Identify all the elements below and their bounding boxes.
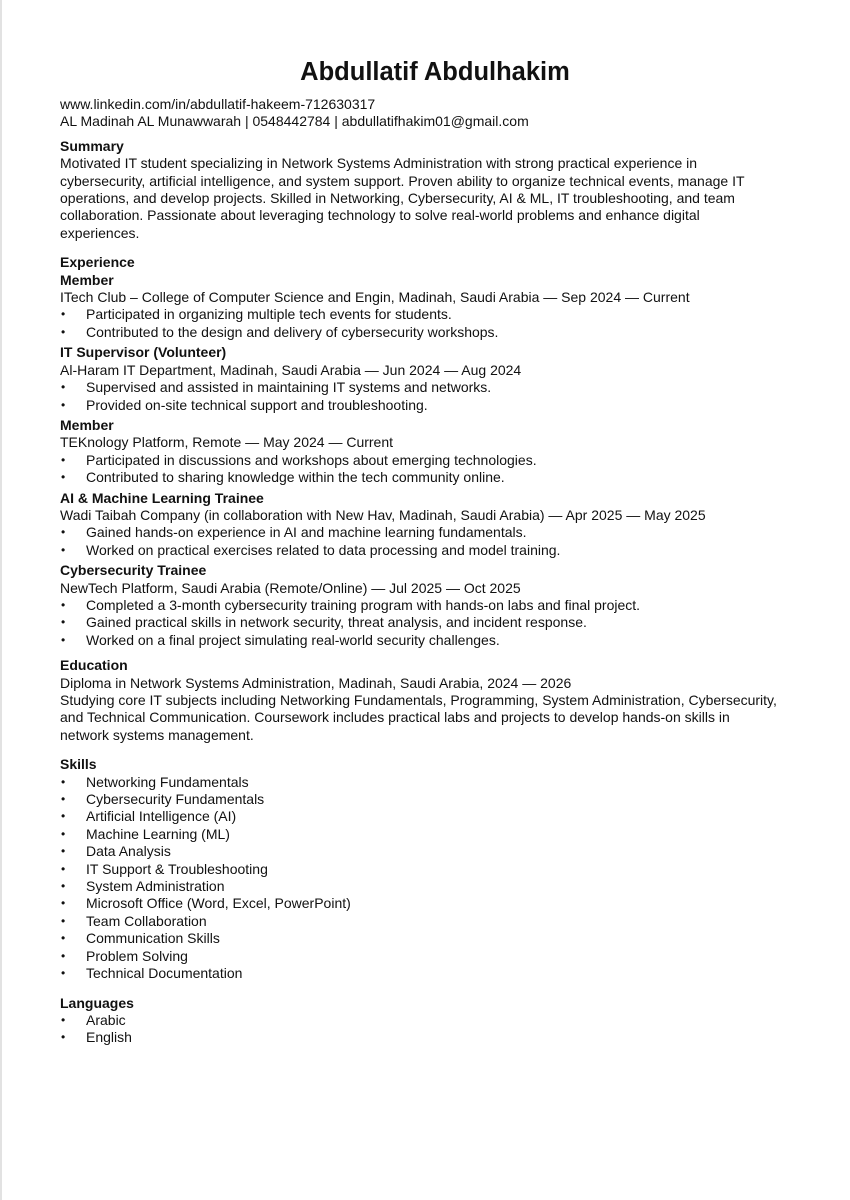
education-heading: Education <box>60 657 128 674</box>
education-degree: Diploma in Network Systems Administration, Madinah, Saudi Arabia, 2024 — 2026 <box>60 674 572 691</box>
summary-line: experiences. <box>60 224 140 241</box>
languages-section <box>60 995 810 1047</box>
languages-heading: Languages <box>60 994 134 1011</box>
job-bullet: • Contributed to the design and delivery of cybersecurity workshops. <box>60 324 810 341</box>
job-bullet: • Supervised and assisted in maintaining IT systems and networks. <box>60 379 810 396</box>
job-title: Member <box>60 271 114 288</box>
job-title: AI & Machine Learning Trainee <box>60 489 264 506</box>
job-bullets <box>60 452 810 487</box>
summary-line: collaboration. Passionate about leveraging technology to solve real-world problems and enhance digital <box>60 207 700 224</box>
linkedin-url: www.linkedin.com/in/abdullatif-hakeem-712630317 <box>60 96 376 112</box>
job-entry <box>60 344 810 414</box>
job-bullet: • Gained hands-on experience in AI and machine learning fundamentals. <box>60 524 810 541</box>
language-item: • Arabic <box>60 1012 810 1029</box>
summary-section <box>60 138 810 242</box>
job-entry <box>60 490 810 560</box>
job-bullets <box>60 379 810 414</box>
skill-item: • Artificial Intelligence (AI) <box>60 808 810 825</box>
skill-item: • Machine Learning (ML) <box>60 826 810 843</box>
skill-item: • Problem Solving <box>60 948 810 965</box>
languages-list <box>60 1012 810 1047</box>
job-bullets <box>60 306 810 341</box>
job-bullet: • Participated in discussions and workshops about emerging technologies. <box>60 452 810 469</box>
language-item: • English <box>60 1029 810 1046</box>
skill-item: • Microsoft Office (Word, Excel, PowerPoint) <box>60 895 810 912</box>
contact-details: AL Madinah AL Munawwarah | 0548442784 | abdullatifhakim01@gmail.com <box>60 113 529 130</box>
skill-item: • Cybersecurity Fundamentals <box>60 791 810 808</box>
job-bullets <box>60 597 810 649</box>
education-line: Studying core IT subjects including Networking Fundamentals, Programming, System Administration, Cybersecurity, <box>60 692 777 708</box>
job-title: Cybersecurity Trainee <box>60 562 207 579</box>
job-bullet: • Gained practical skills in network security, threat analysis, and incident response. <box>60 614 810 631</box>
experience-heading: Experience <box>60 254 135 271</box>
skills-list <box>60 774 810 983</box>
skill-item: • Data Analysis <box>60 843 810 860</box>
job-bullet: • Provided on-site technical support and troubleshooting. <box>60 397 810 414</box>
job-organization: TEKnology Platform, Remote — May 2024 — Current <box>60 434 394 451</box>
job-organization: Wadi Taibah Company (in collaboration with New Hav, Madinah, Saudi Arabia) — Apr 2025 — May 2025 <box>60 506 706 523</box>
summary-heading: Summary <box>60 137 124 154</box>
job-bullet: • Participated in organizing multiple tech events for students. <box>60 306 810 323</box>
job-organization: ITech Club – College of Computer Science and Engin, Madinah, Saudi Arabia — Sep 2024 — Current <box>60 289 690 306</box>
job-bullet: • Worked on practical exercises related to data processing and model training. <box>60 542 810 559</box>
job-title: IT Supervisor (Volunteer) <box>60 344 227 361</box>
skill-item: • Communication Skills <box>60 930 810 947</box>
skill-item: • IT Support & Troubleshooting <box>60 861 810 878</box>
education-section <box>60 657 810 744</box>
job-entry <box>60 417 810 487</box>
skills-heading: Skills <box>60 756 97 773</box>
summary-line: Motivated IT student specializing in Network Systems Administration with strong practical experience in <box>60 155 698 172</box>
job-bullet: • Contributed to sharing knowledge within the tech community online. <box>60 469 810 486</box>
job-organization: Al-Haram IT Department, Madinah, Saudi Arabia — Jun 2024 — Aug 2024 <box>60 361 522 378</box>
skill-item: • Technical Documentation <box>60 965 810 982</box>
job-bullet: • Completed a 3-month cybersecurity training program with hands-on labs and final project. <box>60 597 810 614</box>
summary-line: operations, and develop projects. Skilled in Networking, Cybersecurity, AI & ML, IT troubleshooting, and team <box>60 190 735 207</box>
education-line: and Technical Communication. Coursework includes practical labs and projects to develop hands-on skills in <box>60 709 730 726</box>
job-title: Member <box>60 416 114 433</box>
candidate-name: Abdullatif Abdulhakim <box>300 58 570 86</box>
skill-item: • Networking Fundamentals <box>60 774 810 791</box>
skills-section <box>60 756 810 982</box>
job-organization: NewTech Platform, Saudi Arabia (Remote/Online) — Jul 2025 — Oct 2025 <box>60 579 521 596</box>
experience-section <box>60 254 810 649</box>
education-line: network systems management. <box>60 726 254 743</box>
skill-item: • System Administration <box>60 878 810 895</box>
skill-item: • Team Collaboration <box>60 913 810 930</box>
job-entry <box>60 272 810 342</box>
job-bullet: • Worked on a final project simulating real-world security challenges. <box>60 632 810 649</box>
job-bullets <box>60 524 810 559</box>
summary-line: cybersecurity, artificial intelligence, and system support. Proven ability to organize technical events, manage IT <box>60 172 745 189</box>
job-entry <box>60 562 810 649</box>
